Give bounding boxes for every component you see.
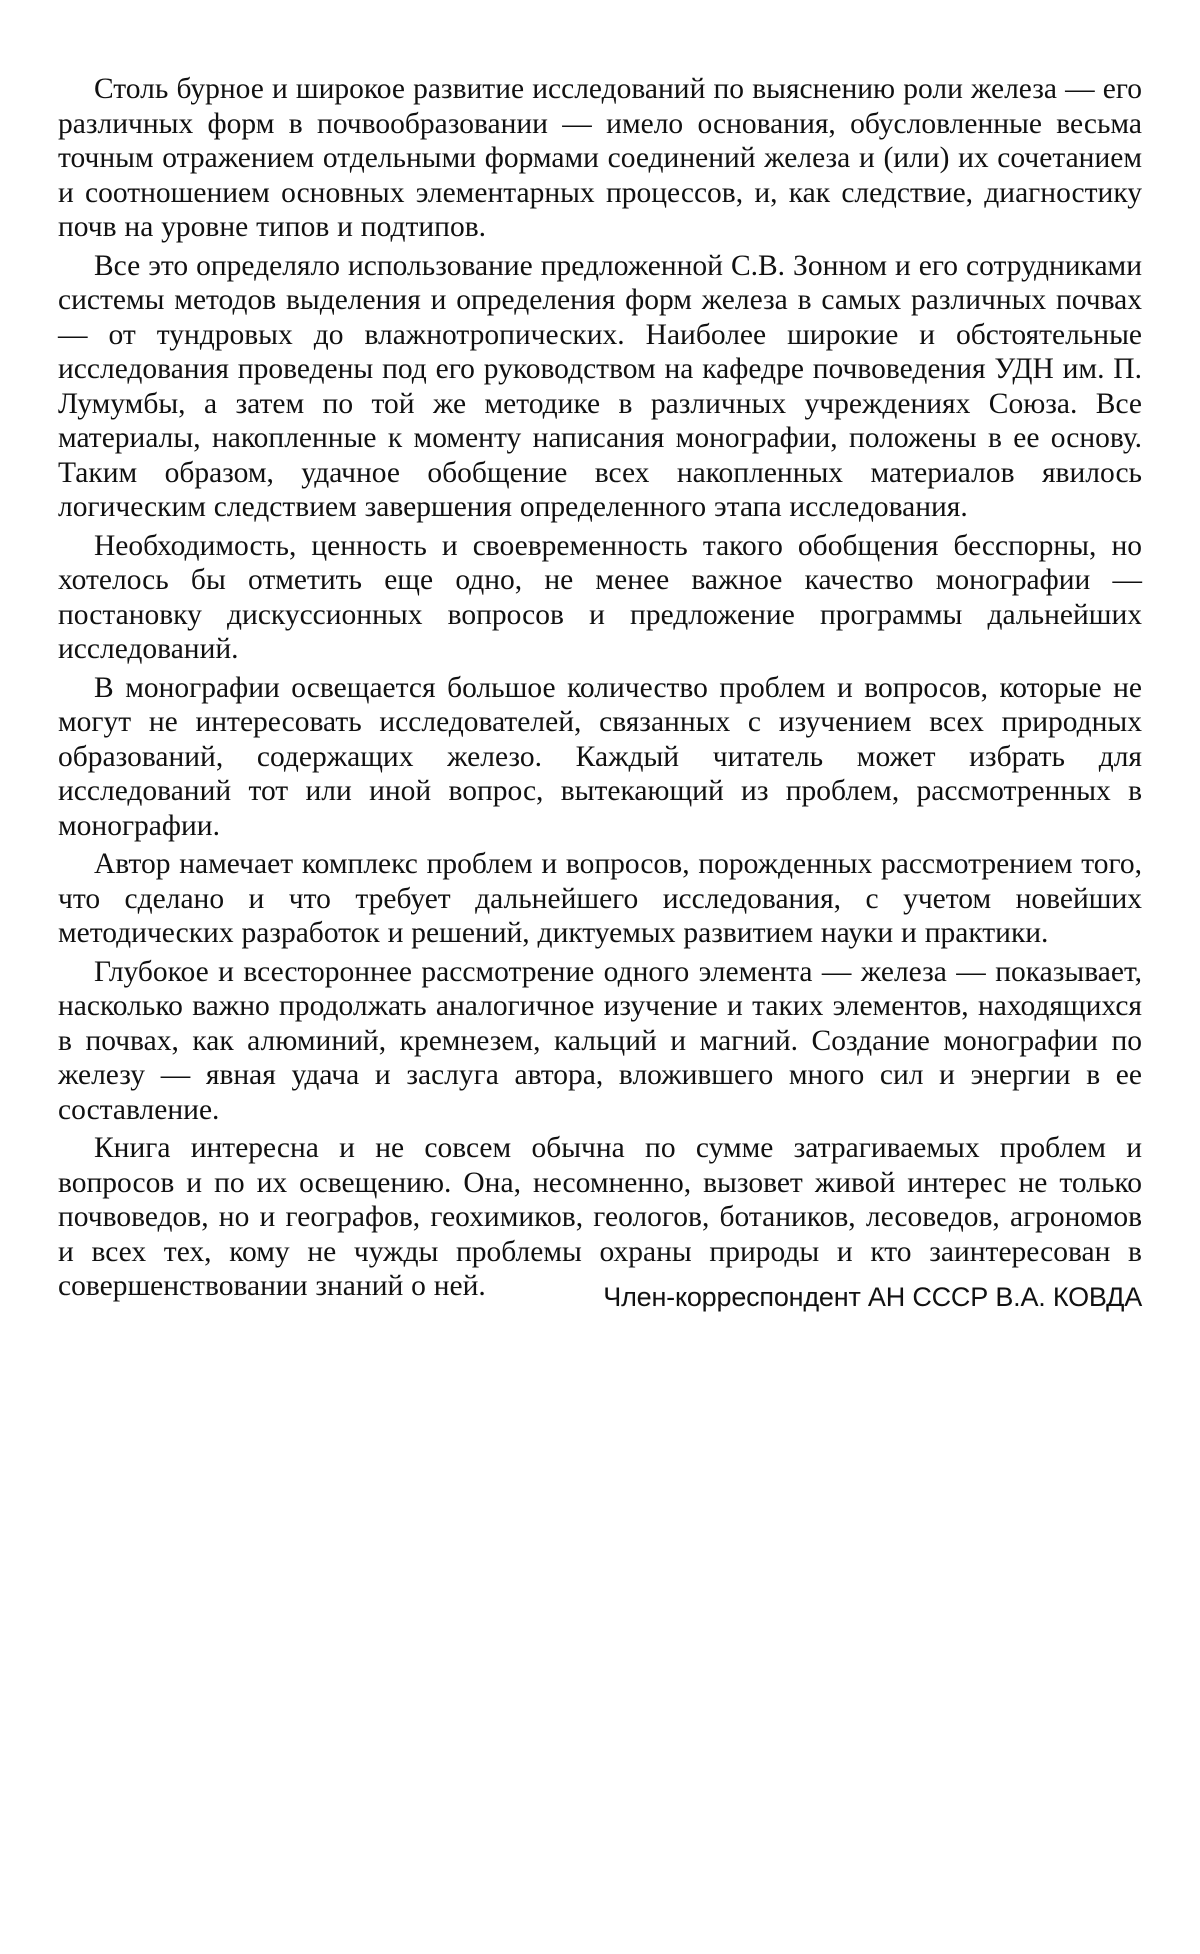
paragraph-5: Автор намечает комплекс проблем и вопросов, порожденных рассмотрением того, что сделано и что требует дальнейшего исследования, с учетом новейших методических разработок и решений, диктуемых развитием науки и практики. bbox=[58, 848, 1142, 949]
paragraph-2: Все это определяло использование предложенной С.В. Зонном и его сотрудниками системы методов выделения и определения форм железа в самых различных почвах — от тундровых до влажнотропических. Наиболее широкие и обстоятельные исследования проведены под его руководством на кафедре почвоведения УДН им. П. Лумумбы, а затем по той же методике в различных учреждениях Союза. Все материалы, накопленные к моменту написания монографии, положены в ее основу. Таким образом, удачное обобщение всех накопленных материалов явилось логическим следствием завершения определенного этапа исследования. bbox=[58, 249, 1142, 523]
author-signature: Член-корреспондент АН СССР В.А. КОВДА bbox=[603, 1282, 1142, 1312]
paragraph-4: В монографии освещается большое количество проблем и вопросов, которые не могут не интересовать исследователей, связанных с изучением всех природных образований, содержащих железо. Каждый читатель может избрать для исследований тот или иной вопрос, вытекающий из проблем, рассмотренных в монографии. bbox=[58, 671, 1142, 842]
paragraph-6: Глубокое и всестороннее рассмотрение одного элемента — железа — показывает, насколько важно продолжать аналогичное изучение и таких элементов, находящихся в почвах, как алюминий, кремнезем, кальций и магний. Создание монографии по железу — явная удача и заслуга автора, вложившего много сил и энергии в ее составление. bbox=[58, 955, 1142, 1126]
document-page bbox=[58, 72, 1142, 1312]
paragraph-3: Необходимость, ценность и своевременность такого обобщения бесспорны, но хотелось бы отметить еще одно, не менее важное качество монографии — постановку дискуссионных вопросов и предложение программы дальнейших исследований. bbox=[58, 529, 1142, 665]
paragraph-7: Книга интересна и не совсем обычна по сумме затрагиваемых проблем и вопросов и по их освещению. Она, несомненно, вызовет живой интерес не только почвоведов, но и географов, геохимиков, геологов, ботаников, лесоведов, агрономов и всех тех, кому не чужды проблемы охраны природы и кто заинтересован в совершенствовании знаний о ней. bbox=[58, 1132, 1142, 1302]
paragraph-1: Столь бурное и широкое развитие исследований по выяснению роли железа — его различных форм в почвообразовании — имело основания, обусловленные весьма точным отражением отдельными формами соединений железа и (или) их сочетанием и соотношением основных элементарных процессов, и, как следствие, диагностику почв на уровне типов и подтипов. bbox=[58, 73, 1142, 243]
